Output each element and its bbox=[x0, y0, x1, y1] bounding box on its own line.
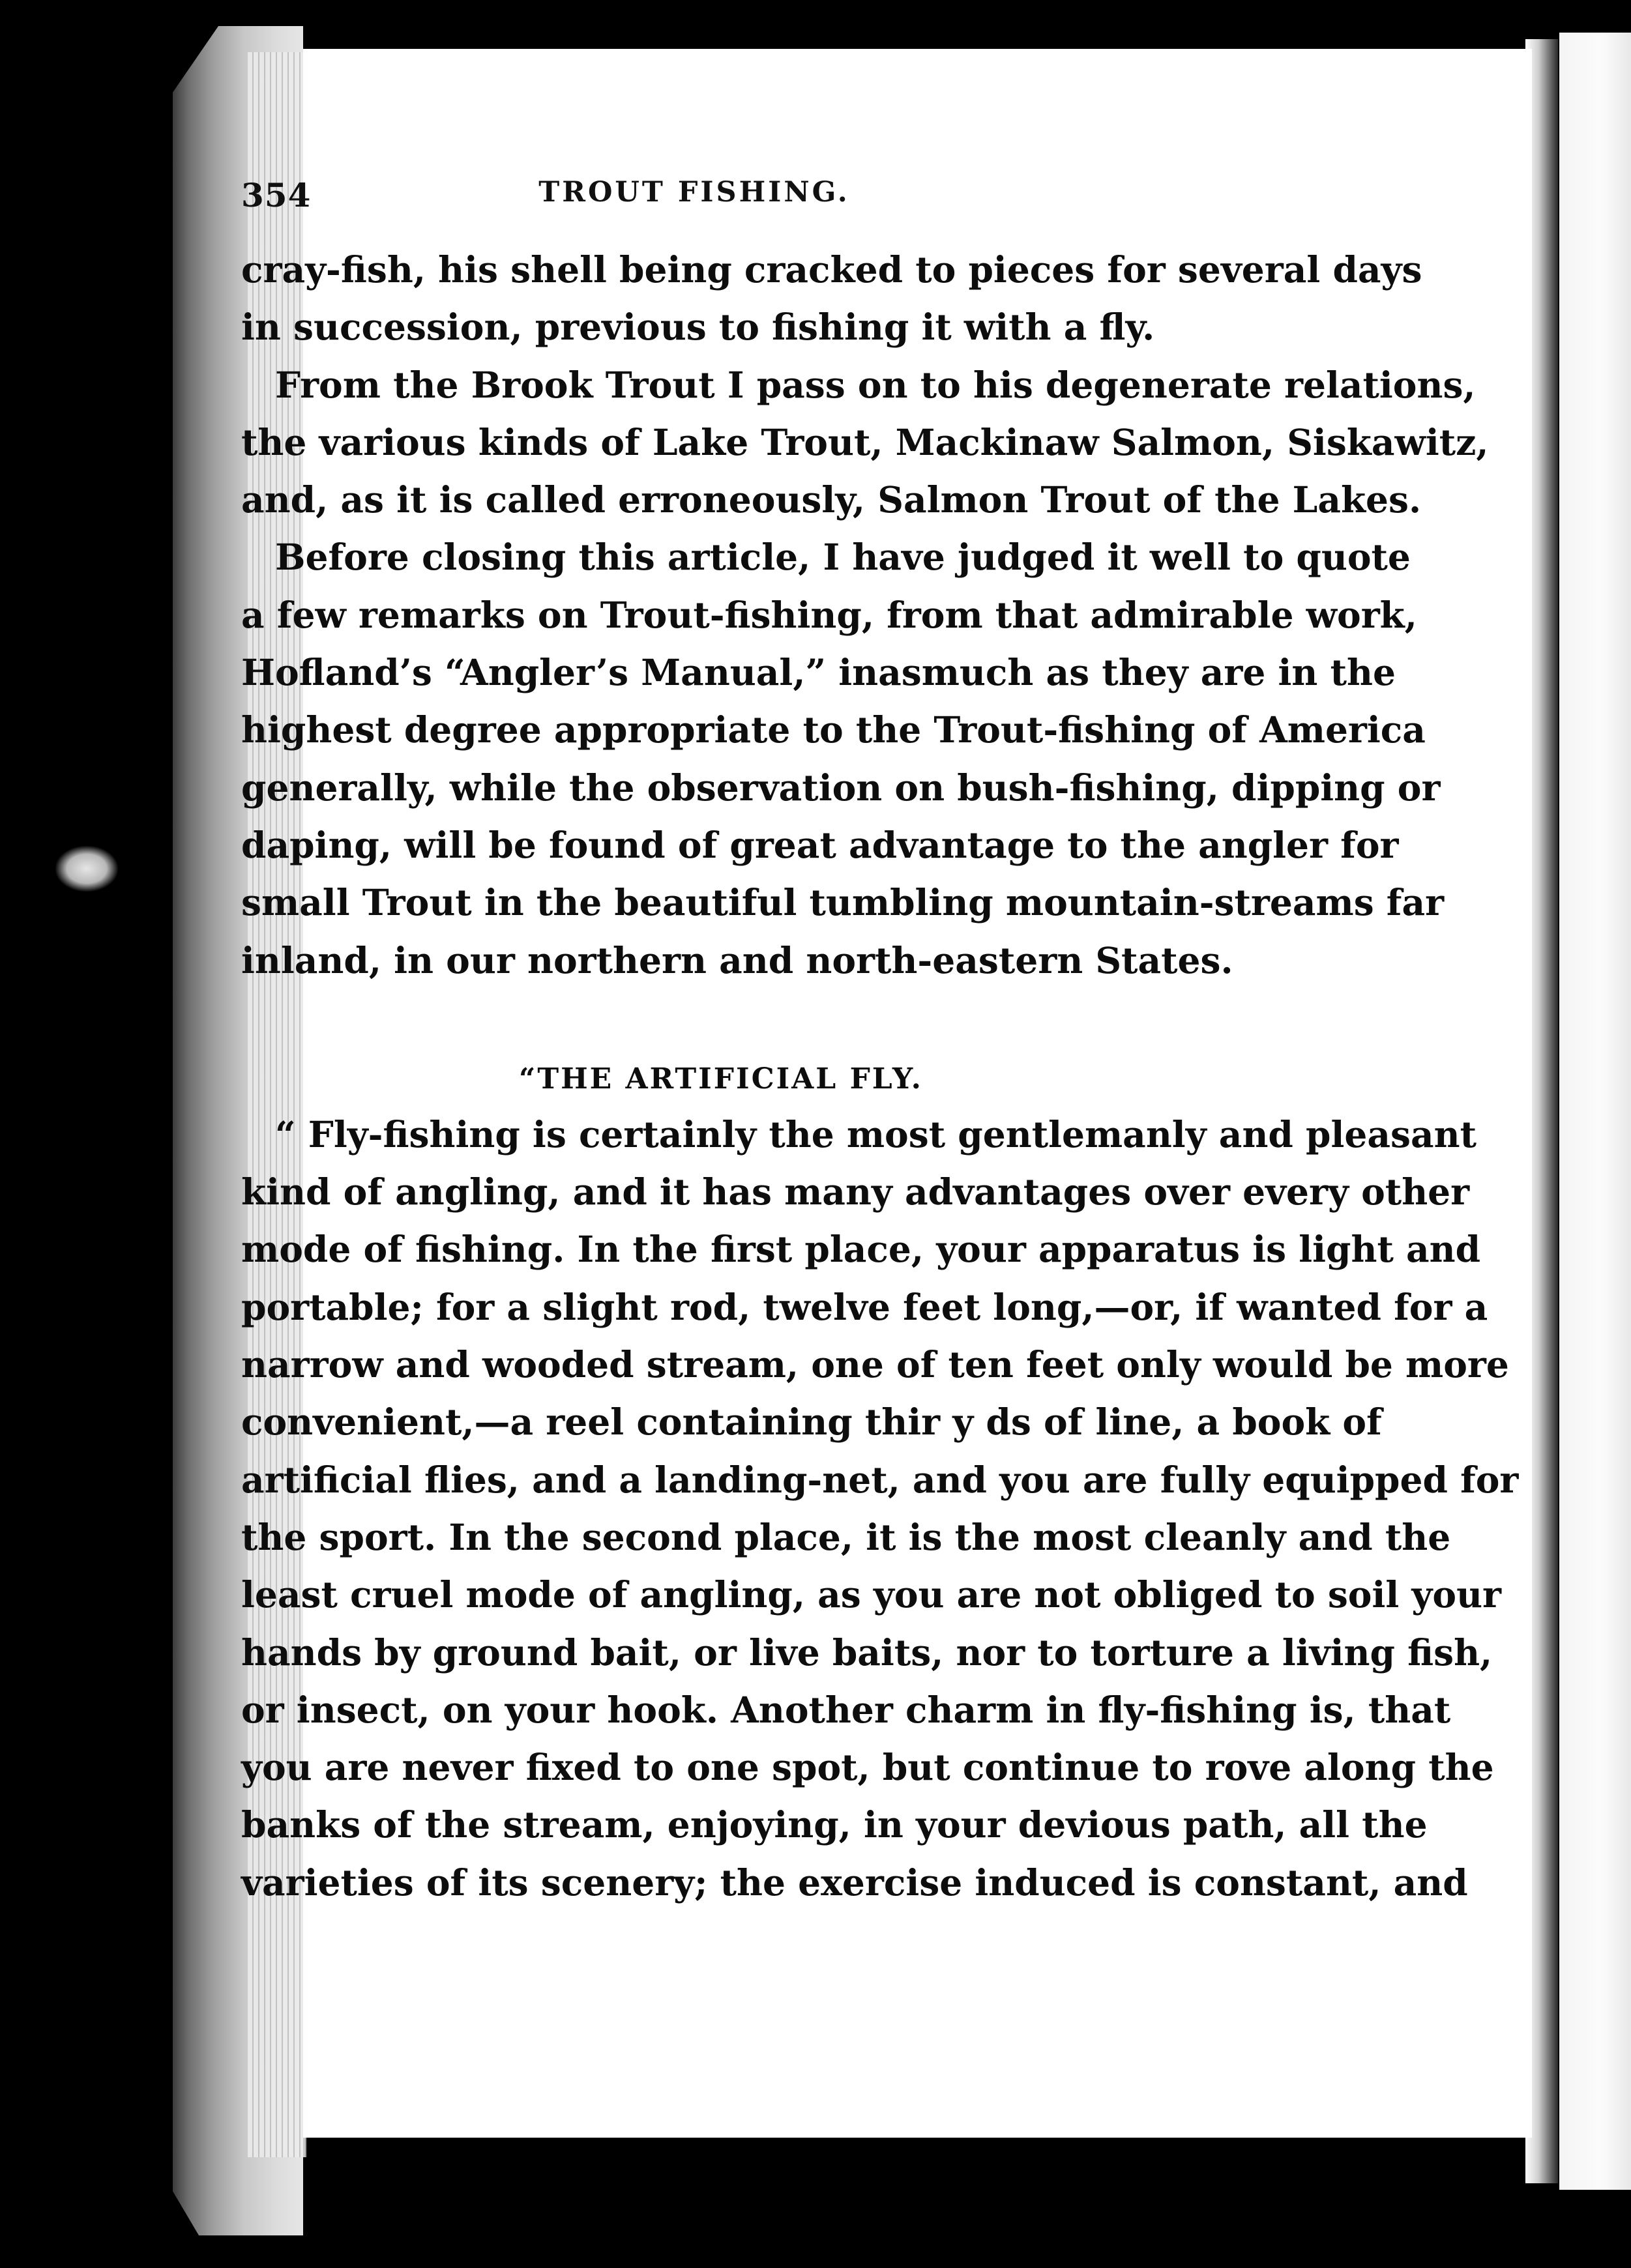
text-line: daping, will be found of great advantage to the angler for bbox=[241, 823, 1399, 866]
text-line: cray-fish, his shell being cracked to pieces for several days bbox=[241, 248, 1422, 291]
text-line: kind of angling, and it has many advantages over every other bbox=[241, 1170, 1470, 1214]
text-line: banks of the stream, enjoying, in your devious path, all the bbox=[241, 1803, 1428, 1846]
body-text bbox=[241, 241, 1519, 1912]
section-spacer bbox=[241, 989, 1180, 1052]
text-line: the sport. In the second place, it is the most cleanly and the bbox=[241, 1515, 1451, 1558]
running-head: TROUT FISHING. bbox=[538, 176, 850, 209]
page-header bbox=[241, 176, 1147, 228]
text-line: mode of fishing. In the first place, your apparatus is light and bbox=[241, 1228, 1481, 1271]
page-number: 354 bbox=[241, 176, 312, 214]
text-line: Hofland’s “Angler’s Manual,” inasmuch as they are in the bbox=[241, 651, 1396, 694]
text-line: convenient,—a reel containing thir y ds of line, a book of bbox=[241, 1401, 1382, 1444]
text-line: least cruel mode of angling, as you are not obliged to soil your bbox=[241, 1573, 1502, 1616]
text-line: the various kinds of Lake Trout, Mackinaw Salmon, Siskawitz, bbox=[241, 420, 1489, 463]
adjacent-page-edge bbox=[1559, 33, 1631, 2190]
section-heading: “THE ARTIFICIAL FLY. bbox=[519, 1062, 923, 1096]
text-line: portable; for a slight rod, twelve feet long,—or, if wanted for a bbox=[241, 1285, 1488, 1328]
text-line: “ Fly-fishing is certainly the most gentlemanly and pleasant bbox=[275, 1112, 1477, 1156]
text-line: or insect, on your hook. Another charm in fly-fishing is, that bbox=[241, 1688, 1451, 1731]
text-line: a few remarks on Trout-fishing, from that admirable work, bbox=[241, 593, 1417, 636]
text-line: small Trout in the beautiful tumbling mountain-streams far bbox=[241, 881, 1445, 924]
text-line: inland, in our northern and north-eastern States. bbox=[241, 938, 1233, 981]
text-line: and, as it is called erroneously, Salmon Trout of the Lakes. bbox=[241, 478, 1422, 521]
text-line: hands by ground bait, or live baits, nor to torture a living fish, bbox=[241, 1631, 1493, 1674]
text-line: From the Brook Trout I pass on to his degenerate relations, bbox=[275, 363, 1476, 406]
text-line: narrow and wooded stream, one of ten feet only would be more bbox=[241, 1343, 1509, 1386]
text-line: generally, while the observation on bush-fishing, dipping or bbox=[241, 766, 1441, 809]
text-line: artificial flies, and a landing-net, and you are fully equipped for bbox=[241, 1458, 1519, 1501]
scan-speck bbox=[55, 846, 118, 892]
text-line: in succession, previous to fishing it with a fly. bbox=[241, 306, 1155, 349]
text-line: highest degree appropriate to the Trout-fishing of America bbox=[241, 708, 1426, 751]
text-line: Before closing this article, I have judged it well to quote bbox=[275, 536, 1411, 579]
text-line: you are never fixed to one spot, but continue to rove along the bbox=[241, 1746, 1494, 1789]
text-line: varieties of its scenery; the exercise induced is constant, and bbox=[241, 1861, 1468, 1904]
